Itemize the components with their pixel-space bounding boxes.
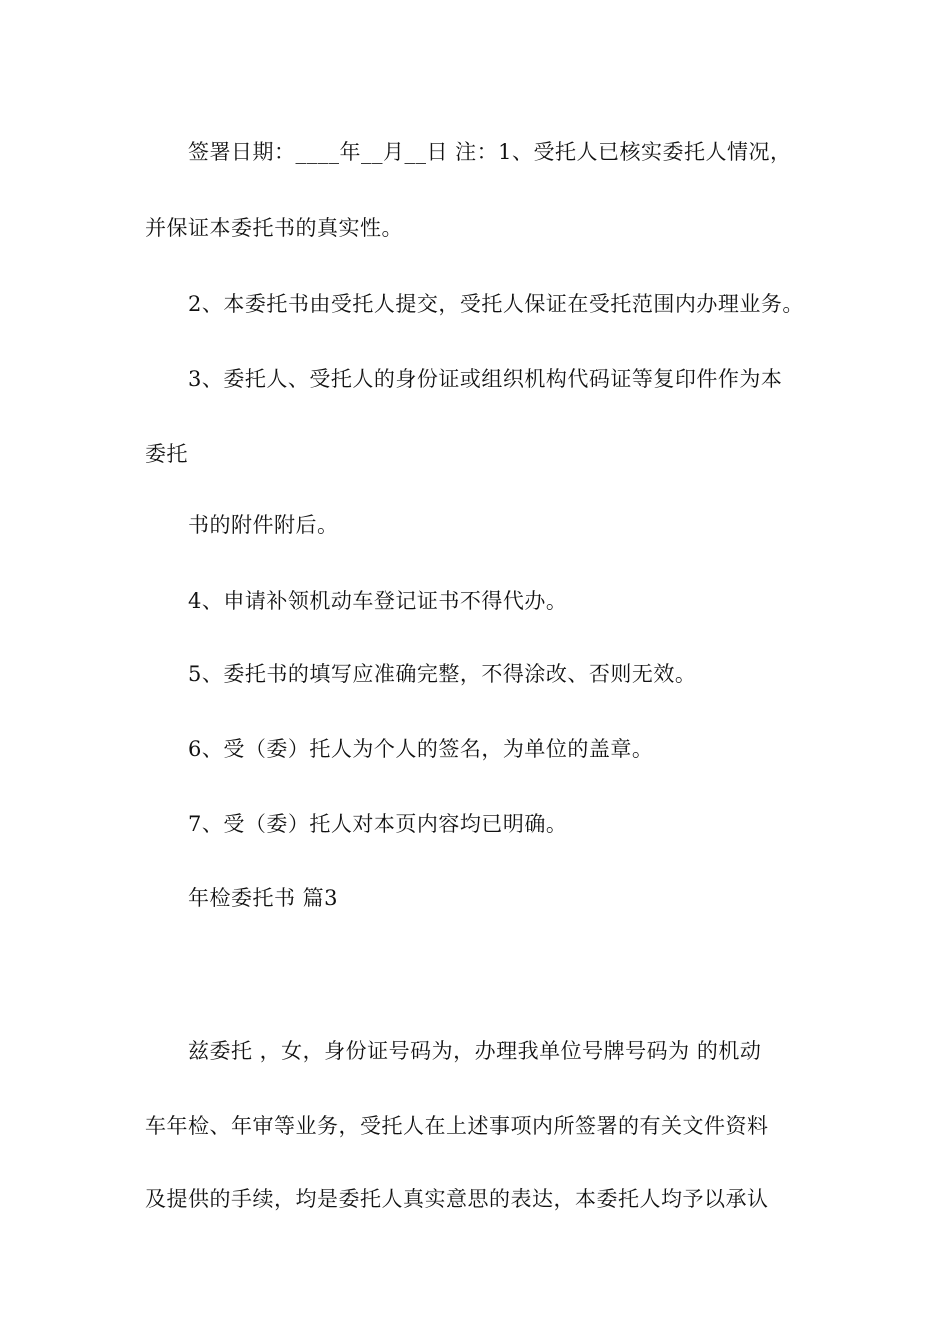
paragraph-note-6: 6、受（委）托人为个人的签名，为单位的盖章。 [188, 737, 654, 761]
paragraph-line: 并保证本委托书的真实性。 [145, 216, 403, 240]
paragraph-note-3: 3、委托人、受托人的身份证或组织机构代码证等复印件作为本 [188, 367, 783, 391]
paragraph-line: 委托 [145, 442, 188, 466]
paragraph-line: 书的附件附后。 [188, 513, 339, 537]
paragraph-note-2: 2、本委托书由受托人提交，受托人保证在受托范围内办理业务。 [188, 292, 804, 316]
paragraph-note-4: 4、申请补领机动车登记证书不得代办。 [188, 589, 568, 613]
paragraph-note-7: 7、受（委）托人对本页内容均已明确。 [188, 812, 568, 836]
paragraph-authorization: 兹委托 ，女，身份证号码为，办理我单位号牌号码为 的机动 [188, 1039, 762, 1063]
paragraph-note-5: 5、委托书的填写应准确完整，不得涂改、否则无效。 [188, 662, 697, 686]
paragraph-signing-date: 签署日期：____年__月__日 注：1、受托人已核实委托人情况， [188, 140, 792, 164]
paragraph-line: 及提供的手续，均是委托人真实意思的表达，本委托人均予以承认 [145, 1187, 769, 1211]
paragraph-line: 车年检、年审等业务，受托人在上述事项内所签署的有关文件资料 [145, 1114, 769, 1138]
section-heading: 年检委托书 篇3 [188, 886, 339, 910]
